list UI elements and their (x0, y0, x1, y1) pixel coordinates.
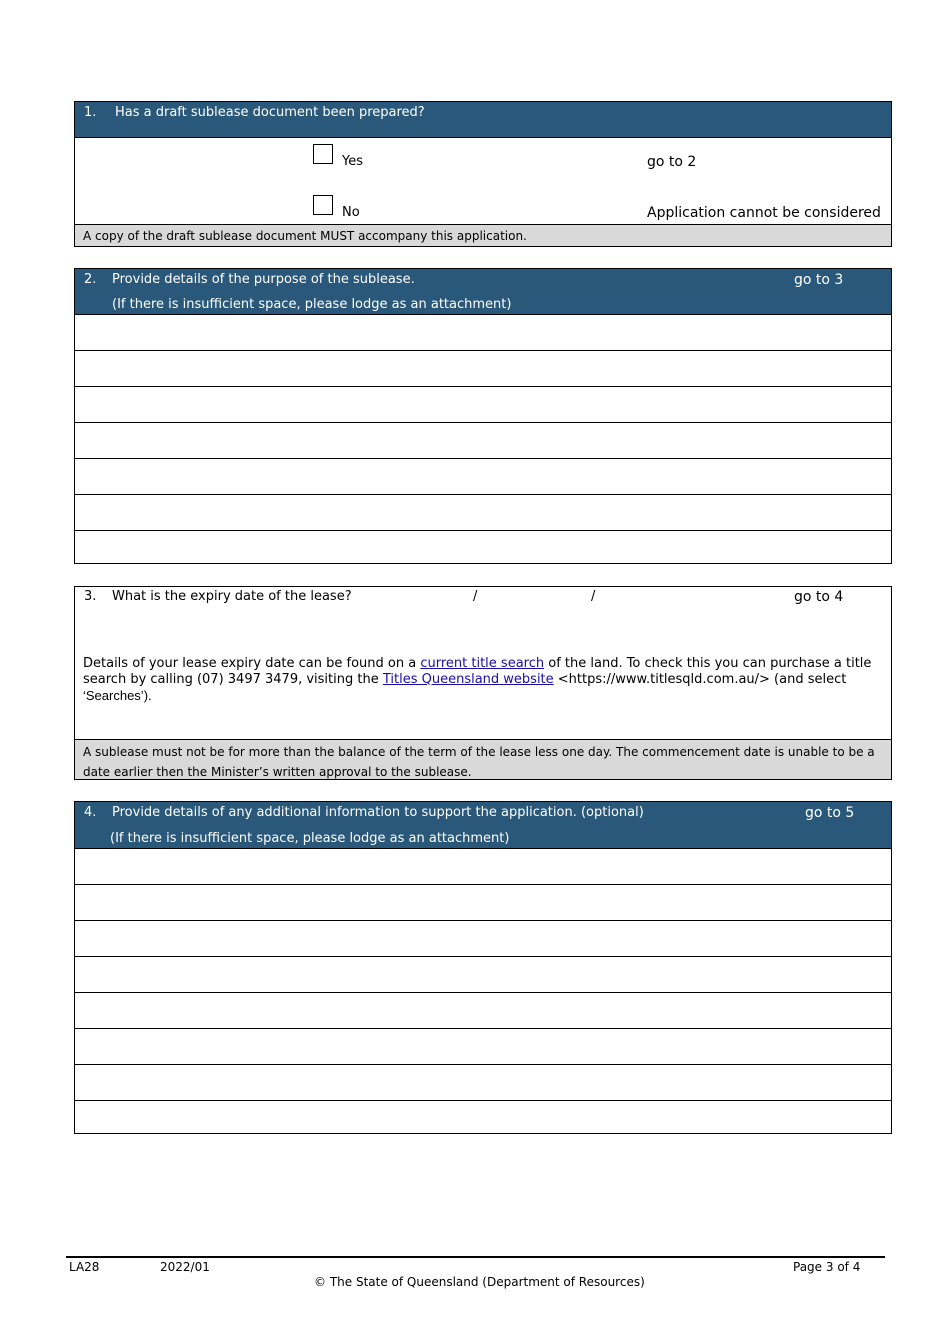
footer-copyright: © The State of Queensland (Department of Resources) (314, 1275, 645, 1289)
answer-line[interactable] (75, 1100, 891, 1133)
answer-line[interactable] (75, 1064, 891, 1100)
question-2-lines (75, 314, 891, 565)
question-2-goto: go to 3 (794, 272, 844, 288)
question-3-section (74, 586, 892, 780)
question-1-header (75, 102, 891, 137)
question-1-number: 1. (84, 105, 97, 120)
answer-line[interactable] (75, 1028, 891, 1064)
question-3-goto: go to 4 (794, 589, 844, 605)
question-4-goto: go to 5 (805, 805, 855, 821)
question-2-subtext: (If there is insufficient space, please lodge as an attachment) (112, 297, 512, 312)
current-title-search-link[interactable]: current title search (420, 656, 545, 671)
no-label: No (342, 205, 360, 220)
answer-line[interactable] (75, 992, 891, 1028)
answer-line[interactable] (75, 386, 891, 422)
question-1-note-text: A copy of the draft sublease document MUST accompany this application. (83, 229, 527, 243)
question-4-number: 4. (84, 805, 97, 820)
question-3-note (75, 739, 891, 779)
footer-version: 2022/01 (160, 1260, 210, 1274)
info-text-start: Details of your lease expiry date can be found on a (83, 656, 421, 671)
answer-line[interactable] (75, 884, 891, 920)
question-4-subtext: (If there is insufficient space, please lodge as an attachment) (110, 831, 510, 846)
info-text-middle: of the land. To check this you can purchase a title search by calling (07) 3497 3479, visiting the (83, 656, 872, 687)
question-1-options (75, 137, 891, 224)
answer-line[interactable] (75, 314, 891, 350)
question-3-number: 3. (84, 589, 97, 604)
date-separator-1: / (473, 589, 478, 604)
question-3-info (83, 656, 873, 705)
titles-queensland-link[interactable]: Titles Queensland website (382, 672, 554, 687)
answer-line[interactable] (75, 350, 891, 386)
answer-line[interactable] (75, 920, 891, 956)
answer-line[interactable] (75, 848, 891, 884)
question-2-section (74, 268, 892, 564)
answer-line[interactable] (75, 530, 891, 565)
question-4-header (75, 802, 891, 848)
date-separator-2: / (591, 589, 596, 604)
no-checkbox[interactable] (313, 195, 333, 215)
footer-rule (66, 1256, 885, 1258)
answer-line[interactable] (75, 458, 891, 494)
answer-line[interactable] (75, 422, 891, 458)
question-4-text: Provide details of any additional information to support the application. (optional) (112, 805, 644, 820)
yes-label: Yes (342, 154, 363, 169)
footer-form-code: LA28 (69, 1260, 100, 1274)
info-text-end: ‘Searches’). (83, 688, 152, 703)
info-text-url: <https://www.titlesqld.com.au/> (and select (553, 672, 847, 687)
question-2-number: 2. (84, 272, 97, 287)
no-action: Application cannot be considered (647, 205, 881, 221)
yes-action: go to 2 (647, 154, 697, 170)
answer-line[interactable] (75, 494, 891, 530)
question-3-note-text: A sublease must not be for more than the balance of the term of the lease less one day. The commencement date is unable to be a date earlier then the Minister’s written approval to the sublease. (83, 745, 875, 779)
question-2-text: Provide details of the purpose of the sublease. (112, 272, 415, 287)
yes-checkbox[interactable] (313, 144, 333, 164)
question-1-text: Has a draft sublease document been prepared? (115, 105, 425, 120)
answer-line[interactable] (75, 956, 891, 992)
footer-page-number: Page 3 of 4 (793, 1260, 861, 1274)
question-1-section (74, 101, 892, 247)
question-4-section (74, 801, 892, 1134)
question-4-lines (75, 848, 891, 1133)
question-2-header (75, 269, 891, 314)
question-1-note (75, 224, 891, 246)
question-3-text: What is the expiry date of the lease? (112, 589, 352, 604)
question-3-body (75, 587, 891, 739)
